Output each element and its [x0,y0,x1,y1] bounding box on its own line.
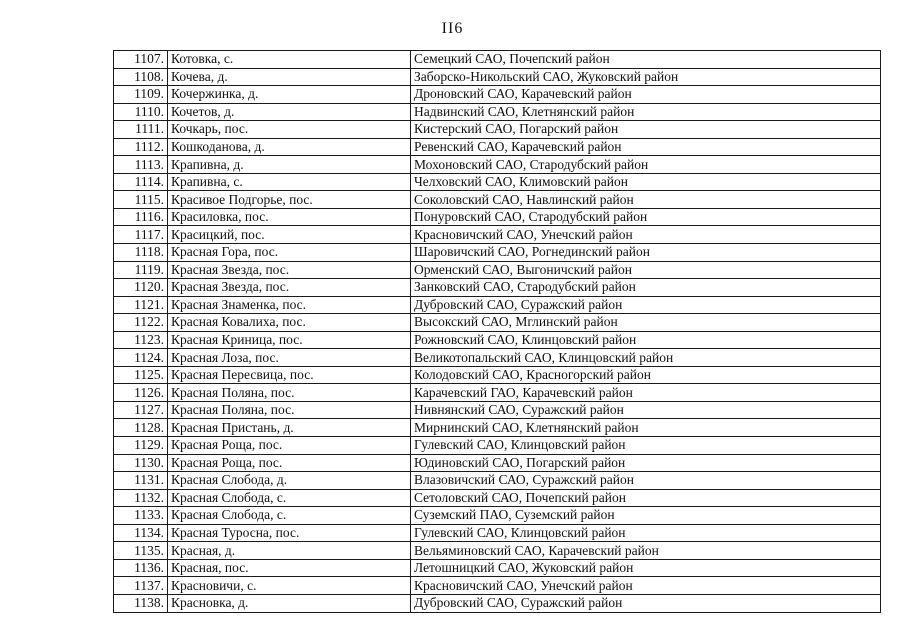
administration-cell: Надвинский САО, Клетнянский район [411,103,881,121]
table-row [114,156,881,174]
table-row [114,173,881,191]
administration-cell: Кистерский САО, Погарский район [411,121,881,139]
administration-cell: Дубровский САО, Суражский район [411,594,881,612]
row-number-cell: 1107. [114,51,168,69]
table-row [114,472,881,490]
settlement-name-cell: Кочержинка, д. [168,86,411,104]
settlement-name-cell: Красная Роща, пос. [168,454,411,472]
administration-cell: Суземский ПАО, Суземский район [411,507,881,525]
administration-cell: Карачевский ГАО, Карачевский район [411,384,881,402]
settlement-name-cell: Красная Слобода, с. [168,507,411,525]
settlement-name-cell: Красная Знаменка, пос. [168,296,411,314]
administration-cell: Шаровичский САО, Рогнединский район [411,244,881,262]
row-number-cell: 1138. [114,594,168,612]
table-row [114,279,881,297]
administration-cell: Красновичский САО, Унечский район [411,577,881,595]
table-row [114,261,881,279]
table-row [114,366,881,384]
table-row [114,349,881,367]
table-body [114,51,881,613]
administration-cell: Вельяминовский САО, Карачевский район [411,542,881,560]
administration-cell: Челховский САО, Климовский район [411,173,881,191]
settlement-name-cell: Красная Звезда, пос. [168,279,411,297]
administration-cell: Гулевский САО, Клинцовский район [411,437,881,455]
row-number-cell: 1132. [114,489,168,507]
administration-cell: Великотопальский САО, Клинцовский район [411,349,881,367]
row-number-cell: 1134. [114,524,168,542]
table-row [114,559,881,577]
row-number-cell: 1125. [114,366,168,384]
row-number-cell: 1111. [114,121,168,139]
administration-cell: Понуровский САО, Стародубский район [411,208,881,226]
row-number-cell: 1129. [114,437,168,455]
settlement-name-cell: Красная Туросна, пос. [168,524,411,542]
administration-cell: Влазовичский САО, Суражский район [411,472,881,490]
row-number-cell: 1126. [114,384,168,402]
table-row [114,594,881,612]
settlement-name-cell: Крапивна, д. [168,156,411,174]
row-number-cell: 1127. [114,401,168,419]
administration-cell: Высокский САО, Мглинский район [411,314,881,332]
settlement-name-cell: Кочетов, д. [168,103,411,121]
settlement-name-cell: Кошкоданова, д. [168,138,411,156]
table-row [114,384,881,402]
row-number-cell: 1135. [114,542,168,560]
settlements-table [113,50,881,613]
table-row [114,331,881,349]
settlement-name-cell: Красная, д. [168,542,411,560]
settlement-name-cell: Красная Пересвица, пос. [168,366,411,384]
table-row [114,296,881,314]
administration-cell: Красновичский САО, Унечский район [411,226,881,244]
row-number-cell: 1133. [114,507,168,525]
table-row [114,51,881,69]
administration-cell: Семецкий САО, Почепский район [411,51,881,69]
settlement-name-cell: Красная Лоза, пос. [168,349,411,367]
row-number-cell: 1121. [114,296,168,314]
settlement-name-cell: Красная Поляна, пос. [168,401,411,419]
settlement-name-cell: Красиловка, пос. [168,208,411,226]
settlement-name-cell: Красная Пристань, д. [168,419,411,437]
settlement-name-cell: Крапивна, с. [168,173,411,191]
administration-cell: Нивнянский САО, Суражский район [411,401,881,419]
row-number-cell: 1122. [114,314,168,332]
settlement-name-cell: Красная, пос. [168,559,411,577]
table-row [114,542,881,560]
administration-cell: Орменский САО, Выгоничский район [411,261,881,279]
table-row [114,577,881,595]
settlement-name-cell: Красная Криница, пос. [168,331,411,349]
row-number-cell: 1119. [114,261,168,279]
table-row [114,314,881,332]
row-number-cell: 1120. [114,279,168,297]
row-number-cell: 1137. [114,577,168,595]
row-number-cell: 1112. [114,138,168,156]
settlement-name-cell: Красивое Подгорье, пос. [168,191,411,209]
table-row [114,138,881,156]
administration-cell: Дубровский САО, Суражский район [411,296,881,314]
settlement-name-cell: Красновка, д. [168,594,411,612]
settlement-name-cell: Красная Поляна, пос. [168,384,411,402]
row-number-cell: 1118. [114,244,168,262]
table-row [114,103,881,121]
administration-cell: Рожновский САО, Клинцовский район [411,331,881,349]
table-row [114,489,881,507]
row-number-cell: 1116. [114,208,168,226]
table-row [114,507,881,525]
administration-cell: Занковский САО, Стародубский район [411,279,881,297]
settlement-name-cell: Красная Слобода, д. [168,472,411,490]
row-number-cell: 1110. [114,103,168,121]
administration-cell: Дроновский САО, Карачевский район [411,86,881,104]
administration-cell: Заборско-Никольский САО, Жуковский район [411,68,881,86]
administration-cell: Сетоловский САО, Почепский район [411,489,881,507]
administration-cell: Летошницкий САО, Жуковский район [411,559,881,577]
row-number-cell: 1136. [114,559,168,577]
table-row [114,191,881,209]
settlement-name-cell: Красная Роща, пос. [168,437,411,455]
administration-cell: Гулевский САО, Клинцовский район [411,524,881,542]
row-number-cell: 1124. [114,349,168,367]
table-row [114,524,881,542]
row-number-cell: 1117. [114,226,168,244]
administration-cell: Колодовский САО, Красногорский район [411,366,881,384]
administration-cell: Соколовский САО, Навлинский район [411,191,881,209]
row-number-cell: 1130. [114,454,168,472]
administration-cell: Ревенский САО, Карачевский район [411,138,881,156]
settlement-name-cell: Красная Звезда, пос. [168,261,411,279]
administration-cell: Мохоновский САО, Стародубский район [411,156,881,174]
settlement-name-cell: Котовка, с. [168,51,411,69]
row-number-cell: 1109. [114,86,168,104]
settlement-name-cell: Красицкий, пос. [168,226,411,244]
administration-cell: Мирнинский САО, Клетнянский район [411,419,881,437]
settlement-name-cell: Красная Ковалиха, пос. [168,314,411,332]
row-number-cell: 1128. [114,419,168,437]
settlement-name-cell: Кочкарь, пос. [168,121,411,139]
settlement-name-cell: Красная Слобода, с. [168,489,411,507]
page-number: II6 [441,20,464,37]
table-row [114,86,881,104]
table-row [114,419,881,437]
row-number-cell: 1113. [114,156,168,174]
row-number-cell: 1123. [114,331,168,349]
settlement-name-cell: Красновичи, с. [168,577,411,595]
table-row [114,68,881,86]
table-row [114,437,881,455]
row-number-cell: 1108. [114,68,168,86]
table-row [114,208,881,226]
table-row [114,244,881,262]
table-row [114,121,881,139]
row-number-cell: 1114. [114,173,168,191]
row-number-cell: 1131. [114,472,168,490]
table-row [114,226,881,244]
settlement-name-cell: Кочева, д. [168,68,411,86]
row-number-cell: 1115. [114,191,168,209]
table-row [114,454,881,472]
table-row [114,401,881,419]
administration-cell: Юдиновский САО, Погарский район [411,454,881,472]
settlement-name-cell: Красная Гора, пос. [168,244,411,262]
